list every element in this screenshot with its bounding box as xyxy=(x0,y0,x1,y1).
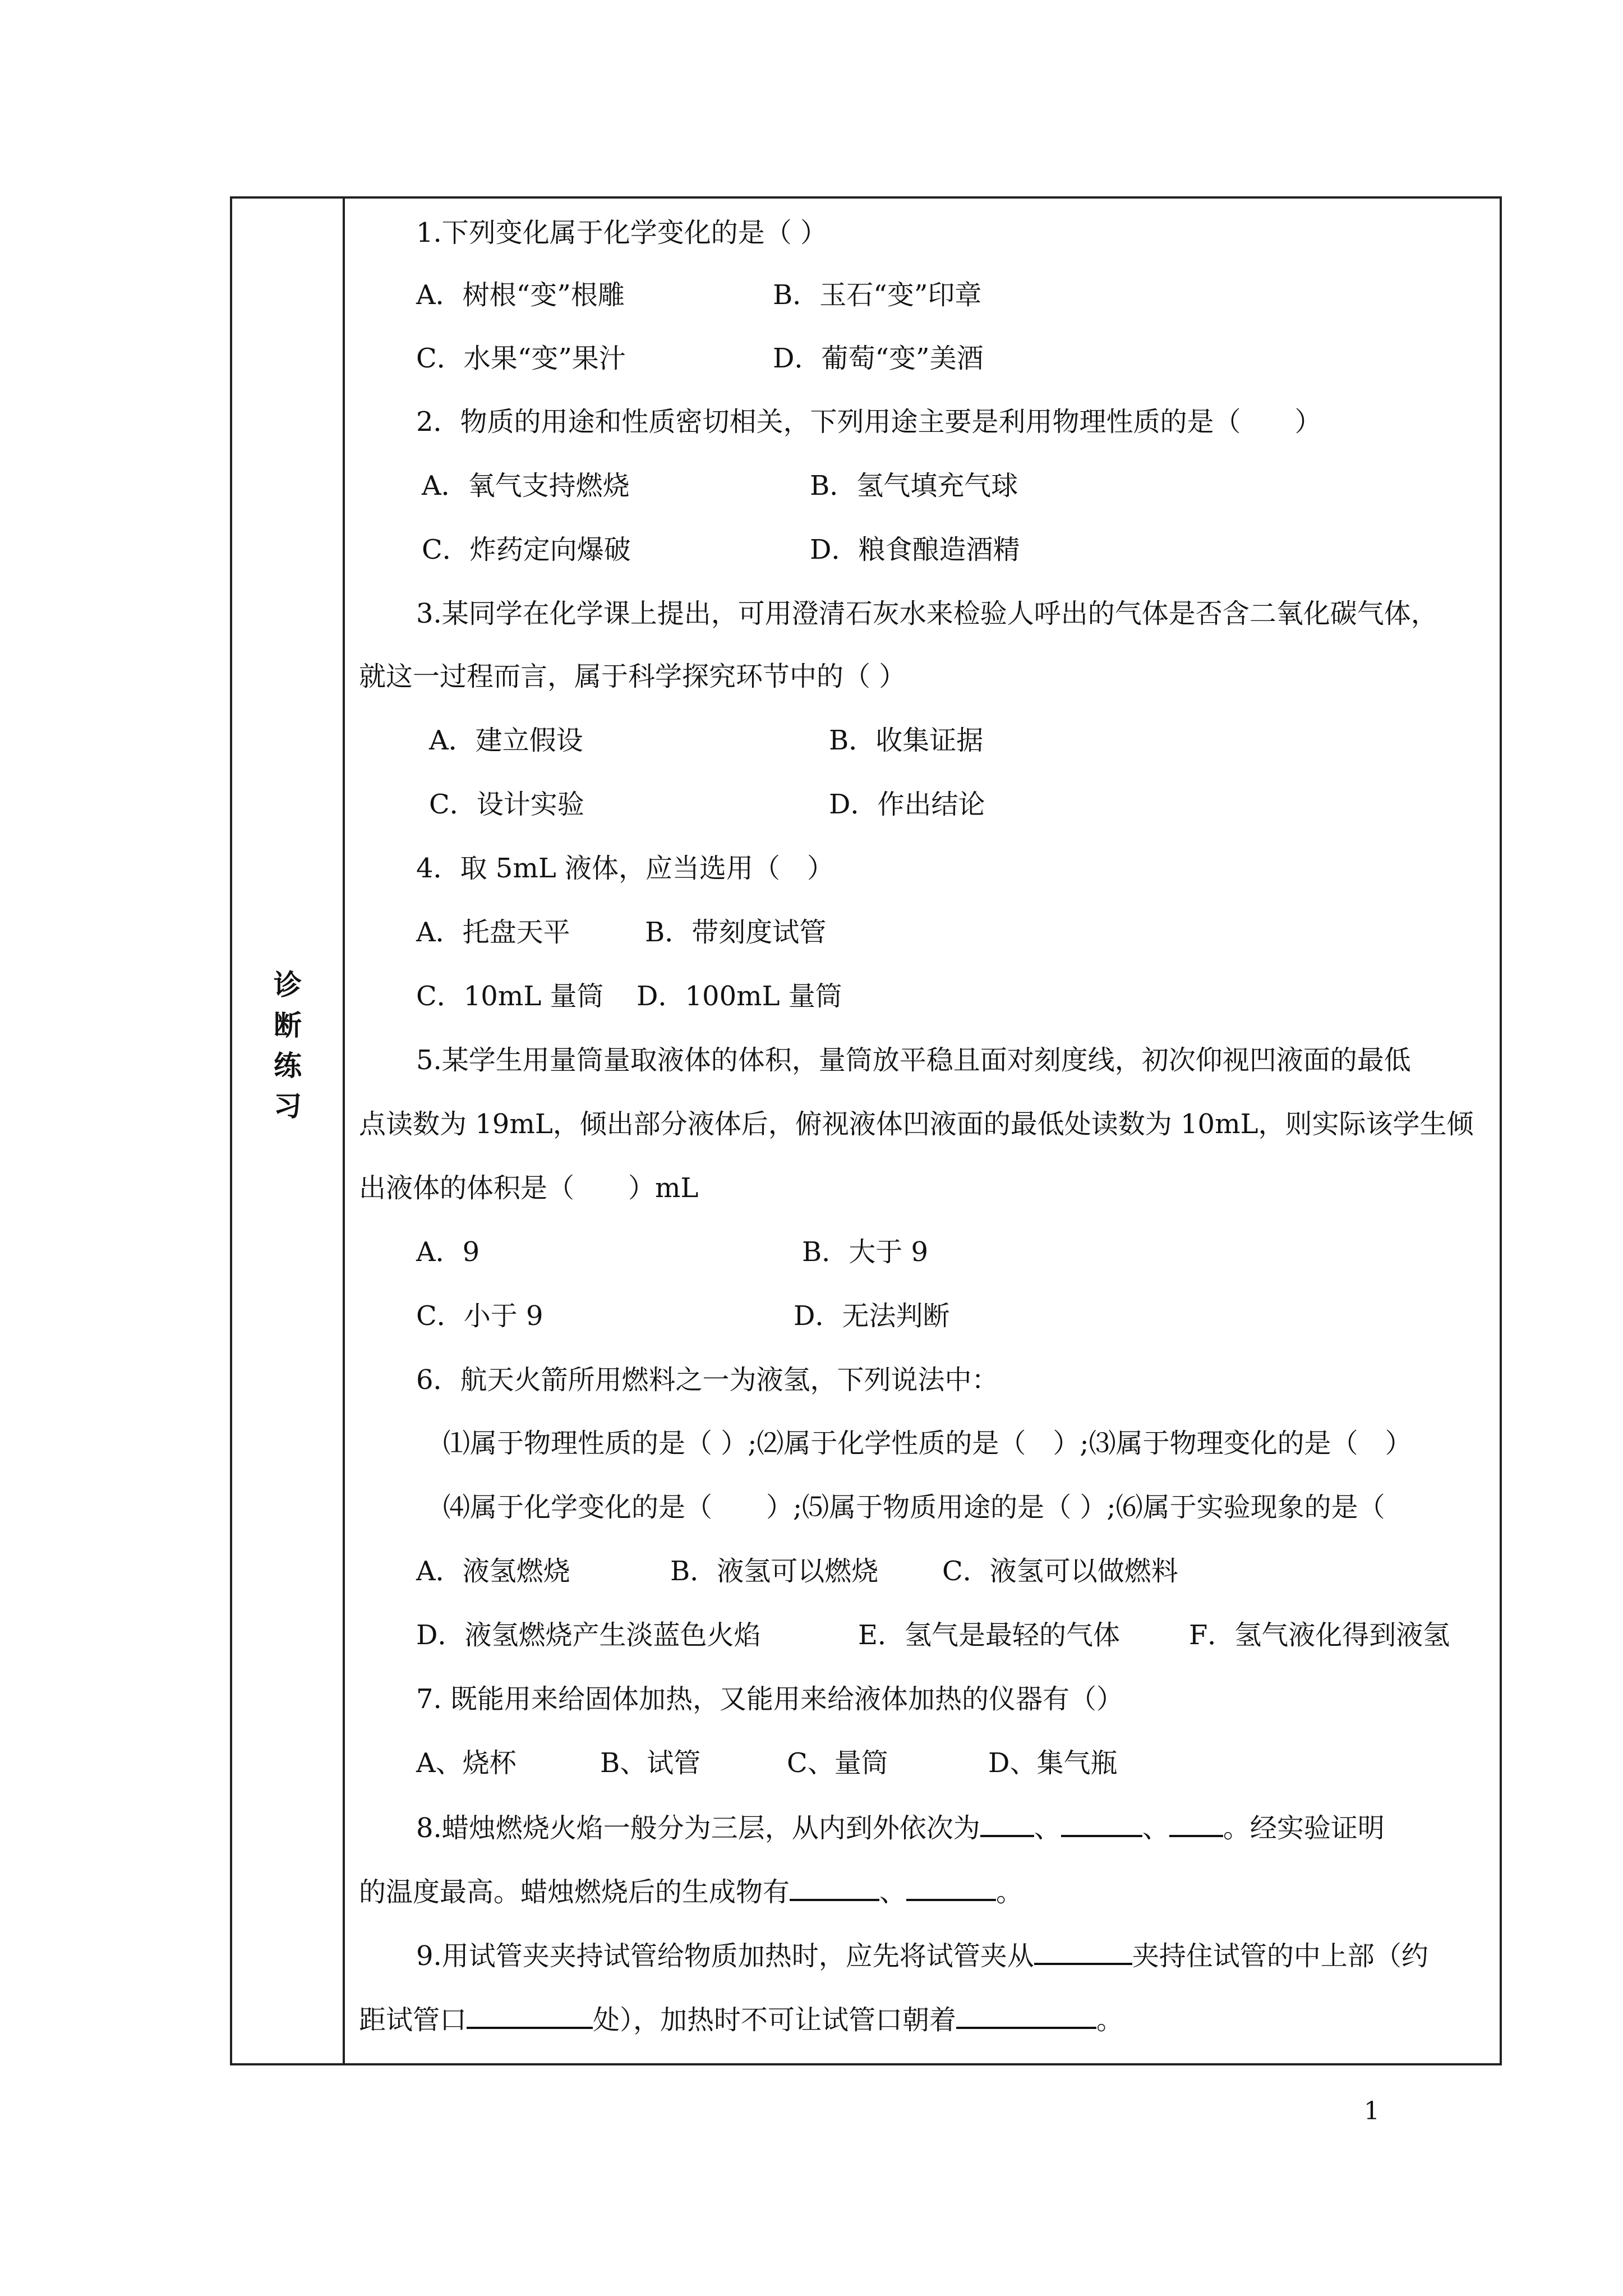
q7-option-c: C、量筒 xyxy=(787,1747,888,1779)
fill-blank[interactable] xyxy=(1034,1938,1132,1965)
question-5-line-1: 5.某学生用量筒量取液体的体积，量筒放平稳且面对刻度线，初次仰视凹液面的最低 xyxy=(416,1045,1411,1076)
q4-option-b: B．带刻度试管 xyxy=(645,917,827,948)
question-7: 7. 既能用来给固体加热，又能用来给液体加热的仪器有（） xyxy=(416,1683,1124,1715)
q3-option-a: A．建立假设 xyxy=(429,725,583,756)
q5-option-c: C．小于 9 xyxy=(416,1300,543,1332)
section-label-char: 习 xyxy=(274,1090,302,1122)
q3-option-d: D．作出结论 xyxy=(829,789,985,820)
fill-blank[interactable] xyxy=(980,1810,1034,1837)
period: 。 xyxy=(996,1876,1023,1908)
section-label-char: 断 xyxy=(274,1009,302,1042)
q7-option-d: D、集气瓶 xyxy=(988,1747,1118,1779)
q2-option-d: D．粮食酿造酒精 xyxy=(810,534,1020,565)
q5-option-d: D．无法判断 xyxy=(794,1300,950,1332)
period: 。 xyxy=(1096,2004,1124,2036)
q1-option-a: A．树根“变”根雕 xyxy=(416,279,625,311)
question-3-line-1: 3.某同学在化学课上提出，可用澄清石灰水来检验人呼出的气体是否含二氧化碳气体， xyxy=(416,598,1438,629)
question-9-line-1 xyxy=(416,1938,1428,1973)
separator: 、 xyxy=(879,1876,907,1908)
q4-option-c: C．10mL 量筒 xyxy=(416,981,604,1012)
question-5-line-3: 出液体的体积是（ ）mL xyxy=(359,1172,699,1204)
q9-text: 处），加热时不可让试管口朝着 xyxy=(593,2004,957,2036)
q7-option-b: B、试管 xyxy=(600,1747,701,1779)
question-1: 1.下列变化属于化学变化的是（ ） xyxy=(416,217,828,249)
q6-option-b: B．液氢可以燃烧 xyxy=(670,1556,879,1587)
q2-option-a: A．氧气支持燃烧 xyxy=(422,470,630,501)
question-8-line-2 xyxy=(359,1874,1023,1909)
q8-text: 8.蜡烛燃烧火焰一般分为三层，从内到外依次为 xyxy=(416,1812,980,1844)
q8-text: 的温度最高。蜡烛燃烧后的生成物有 xyxy=(359,1876,790,1908)
q2-option-b: B．氢气填充气球 xyxy=(810,470,1018,501)
fill-blank[interactable] xyxy=(1061,1810,1142,1837)
fill-blank[interactable] xyxy=(790,1874,879,1901)
q8-text: 。经实验证明 xyxy=(1223,1812,1385,1844)
q5-option-a: A．9 xyxy=(416,1236,480,1268)
question-6: 6．航天火箭所用燃料之一为液氢，下列说法中： xyxy=(416,1364,999,1396)
q2-option-c: C．炸药定向爆破 xyxy=(422,534,631,565)
q6-option-e: E．氢气是最轻的气体 xyxy=(858,1619,1121,1651)
q6-option-c: C．液氢可以做燃料 xyxy=(942,1556,1178,1587)
section-label xyxy=(233,965,343,1126)
question-6-subparts-2: ⑷属于化学变化的是（ ）;⑸属于物质用途的是（ ）;⑹属于实验现象的是（ xyxy=(443,1492,1385,1523)
page-number: 1 xyxy=(1364,2097,1380,2125)
q6-option-f: F．氢气液化得到液氢 xyxy=(1189,1619,1450,1651)
q9-text: 夹持住试管的中上部（约 xyxy=(1132,1940,1428,1972)
question-8-line-1 xyxy=(416,1810,1385,1845)
q3-option-c: C．设计实验 xyxy=(429,789,584,820)
question-2: 2．物质的用途和性质密切相关，下列用途主要是利用物理性质的是（ ） xyxy=(416,406,1322,438)
fill-blank[interactable] xyxy=(956,2002,1096,2029)
separator: 、 xyxy=(1034,1812,1061,1844)
question-6-subparts-1: ⑴属于物理性质的是（ ）;⑵属于化学性质的是（ ）;⑶属于物理变化的是（ ） xyxy=(443,1428,1412,1459)
column-divider xyxy=(343,196,345,2065)
q4-option-d: D．100mL 量筒 xyxy=(637,981,842,1012)
q7-option-a: A、烧杯 xyxy=(416,1747,517,1779)
q9-text: 9.用试管夹夹持试管给物质加热时，应先将试管夹从 xyxy=(416,1940,1034,1972)
q1-option-d: D．葡萄“变”美酒 xyxy=(773,343,984,374)
question-5-line-2: 点读数为 19mL，倾出部分液体后，俯视液体凹液面的最低处读数为 10mL，则实际该学生倾 xyxy=(359,1108,1474,1140)
q6-option-d: D．液氢燃烧产生淡蓝色火焰 xyxy=(416,1619,761,1651)
fill-blank[interactable] xyxy=(906,1874,996,1901)
q1-option-b: B．玉石“变”印章 xyxy=(773,279,982,311)
question-9-line-2 xyxy=(359,2002,1123,2037)
section-label-char: 诊 xyxy=(274,969,302,1001)
separator: 、 xyxy=(1142,1812,1169,1844)
q1-option-c: C．水果“变”果汁 xyxy=(416,343,626,374)
q6-option-a: A．液氢燃烧 xyxy=(416,1556,570,1587)
q4-option-a: A．托盘天平 xyxy=(416,917,570,948)
question-4: 4．取 5mL 液体，应当选用（ ） xyxy=(416,853,834,884)
fill-blank[interactable] xyxy=(467,2002,593,2029)
q3-option-b: B．收集证据 xyxy=(829,725,984,756)
q5-option-b: B．大于 9 xyxy=(802,1236,929,1268)
q9-text: 距试管口 xyxy=(359,2004,467,2036)
question-3-line-2: 就这一过程而言，属于科学探究环节中的（ ） xyxy=(359,661,906,692)
fill-blank[interactable] xyxy=(1169,1810,1223,1837)
section-label-char: 练 xyxy=(274,1050,302,1082)
